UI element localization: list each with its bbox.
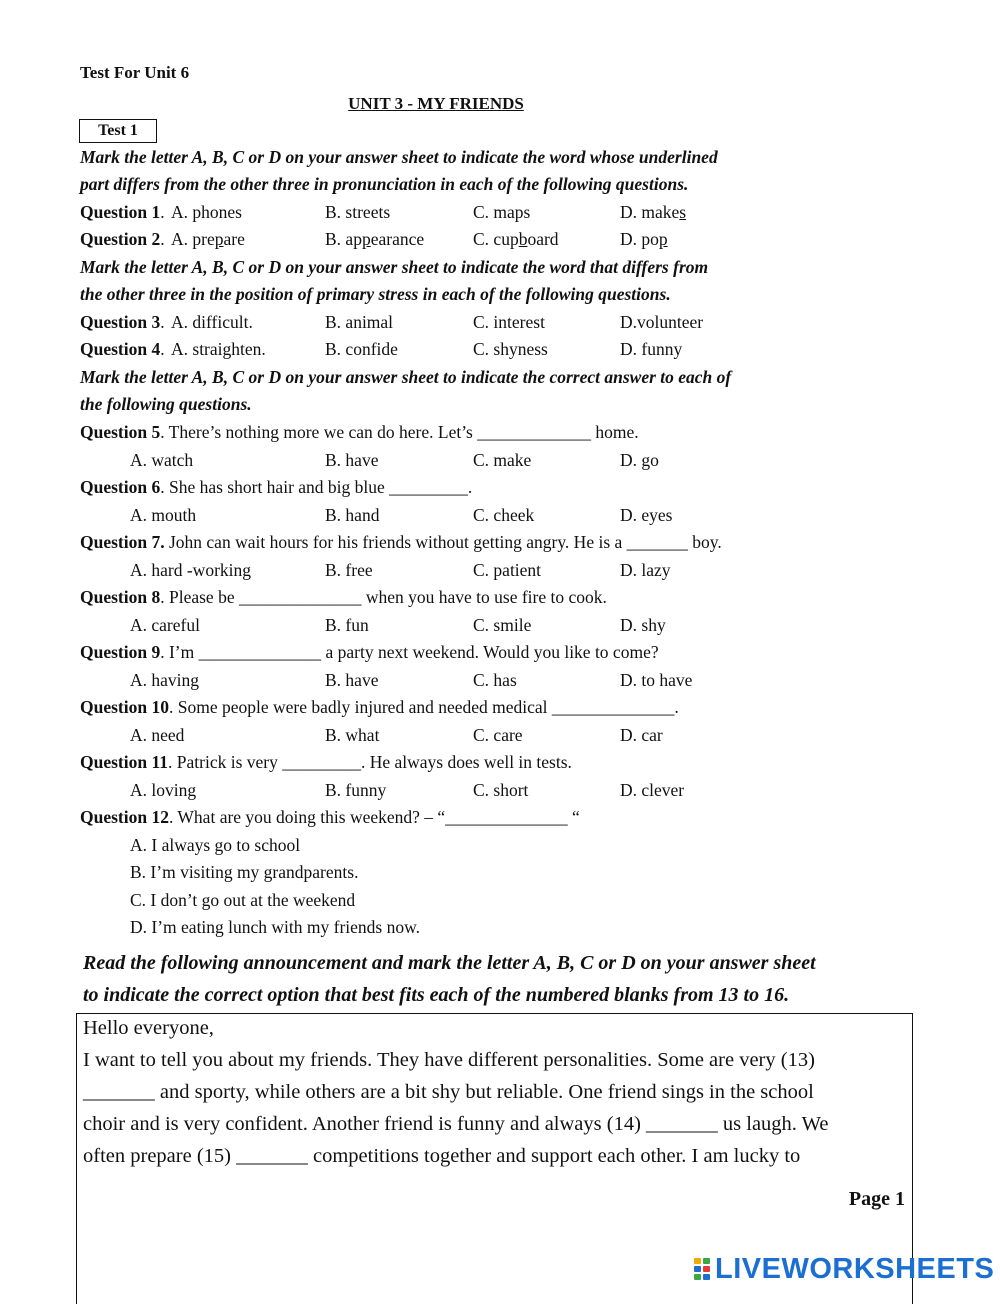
q10-option-b: B. what	[325, 725, 380, 745]
section3-instruction-line1: Mark the letter A, B, C or D on your answer sheet to indicate the correct answer to each of	[80, 367, 732, 387]
q7-option-d: D. lazy	[620, 560, 671, 580]
q8-option-b: B. fun	[325, 615, 369, 635]
q8-option-c: C. smile	[473, 615, 532, 635]
section3-instruction-line2: the following questions.	[80, 394, 252, 414]
q9-option-a: A. having	[130, 670, 200, 690]
question-10: Question 10. Some people were badly injured and needed medical ______________.	[80, 697, 679, 717]
q7-option-b: B. free	[325, 560, 373, 580]
logo-text: LIVEWORKSHEETS	[715, 1252, 995, 1285]
q7-option-a: A. hard -working	[130, 560, 252, 580]
q6-option-d: D. eyes	[620, 505, 673, 525]
q11-option-d: D. clever	[620, 780, 685, 800]
q1-option-b: B. streets	[325, 202, 391, 222]
q12-option-c: C. I don’t go out at the weekend	[130, 890, 356, 910]
q5-option-a: A. watch	[130, 450, 194, 470]
page-number: Page 1	[848, 1188, 905, 1210]
q12-option-d: D. I’m eating lunch with my friends now.	[130, 917, 420, 937]
question-7: Question 7. John can wait hours for his friends without getting angry. He is a _______ boy.	[80, 532, 722, 552]
q6-option-b: B. hand	[325, 505, 380, 525]
q2-option-d: D. pop	[620, 229, 668, 249]
q8-option-d: D. shy	[620, 615, 666, 635]
q3-option-a: A. difficult.	[171, 312, 253, 332]
q1-option-d: D. makes	[620, 202, 687, 222]
q2-option-c: C. cupboard	[473, 229, 559, 249]
q5-option-b: B. have	[325, 450, 379, 470]
passage-line-2: I want to tell you about my friends. They have different personalities. Some are very (13)	[83, 1049, 815, 1071]
document-title: Test For Unit 6	[80, 63, 190, 82]
q3-option-c: C. interest	[473, 312, 545, 332]
q5-option-c: C. make	[473, 450, 532, 470]
q4-option-b: B. confide	[325, 339, 398, 359]
question-2: Question 2.	[80, 229, 165, 249]
section2-instruction-line2: the other three in the position of primary stress in each of the following questions.	[80, 284, 671, 304]
q4-option-d: D. funny	[620, 339, 683, 359]
section1-instruction-line1: Mark the letter A, B, C or D on your answer sheet to indicate the word whose underlined	[80, 147, 718, 167]
q10-option-d: D. car	[620, 725, 663, 745]
q3-option-b: B. animal	[325, 312, 394, 332]
liveworksheets-logo[interactable]	[693, 1253, 994, 1285]
passage-line-4: choir and is very confident. Another friend is funny and always (14) _______ us laugh. We	[83, 1113, 829, 1135]
q5-option-d: D. go	[620, 450, 659, 470]
question-4: Question 4.	[80, 339, 165, 359]
q9-option-c: C. has	[473, 670, 517, 690]
question-11: Question 11. Patrick is very _________. He always does well in tests.	[80, 752, 572, 772]
q7-option-c: C. patient	[473, 560, 542, 580]
question-6: Question 6. She has short hair and big blue _________.	[80, 477, 473, 497]
passage-line-3: _______ and sporty, while others are a bit shy but reliable. One friend sings in the school	[83, 1081, 814, 1103]
q2-option-a: A. prepare	[171, 229, 245, 249]
q10-option-c: C. care	[473, 725, 523, 745]
question-9: Question 9. I’m ______________ a party next weekend. Would you like to come?	[80, 642, 659, 662]
q6-option-c: C. cheek	[473, 505, 535, 525]
logo-grid-icon	[693, 1257, 711, 1281]
question-3: Question 3.	[80, 312, 165, 332]
q11-option-b: B. funny	[325, 780, 387, 800]
section4-instruction-line1: Read the following announcement and mark the letter A, B, C or D on your answer sheet	[83, 952, 816, 974]
unit-heading: UNIT 3 - MY FRIENDS	[348, 94, 524, 113]
q11-option-a: A. loving	[130, 780, 197, 800]
q11-option-c: C. short	[473, 780, 529, 800]
q12-option-b: B. I’m visiting my grandparents.	[130, 862, 359, 882]
q6-option-a: A. mouth	[130, 505, 197, 525]
question-5: Question 5. There’s nothing more we can do here. Let’s _____________ home.	[80, 422, 639, 442]
section4-instruction-line2: to indicate the correct option that best fits each of the numbered blanks from 13 to 16.	[83, 984, 790, 1006]
q1-option-a: A. phones	[171, 202, 242, 222]
passage-line-5: often prepare (15) _______ competitions together and support each other. I am lucky to	[83, 1145, 801, 1167]
q9-option-d: D. to have	[620, 670, 693, 690]
q4-option-c: C. shyness	[473, 339, 548, 359]
section2-instruction-line1: Mark the letter A, B, C or D on your answer sheet to indicate the word that differs from	[80, 257, 709, 277]
passage-line-1: Hello everyone,	[83, 1017, 214, 1039]
test-label-box: Test 1	[79, 119, 157, 143]
q1-option-c: C. maps	[473, 202, 531, 222]
q3-option-d: D.volunteer	[620, 312, 704, 332]
question-1: Question 1.	[80, 202, 165, 222]
q9-option-b: B. have	[325, 670, 379, 690]
question-8: Question 8. Please be ______________ when you have to use fire to cook.	[80, 587, 607, 607]
q10-option-a: A. need	[130, 725, 185, 745]
q2-option-b: B. appearance	[325, 229, 425, 249]
question-12: Question 12. What are you doing this weekend? – “______________ “	[80, 807, 580, 827]
section1-instruction-line2: part differs from the other three in pronunciation in each of the following questions.	[80, 174, 689, 194]
q4-option-a: A. straighten.	[171, 339, 266, 359]
q8-option-a: A. careful	[130, 615, 200, 635]
q12-option-a: A. I always go to school	[130, 835, 301, 855]
